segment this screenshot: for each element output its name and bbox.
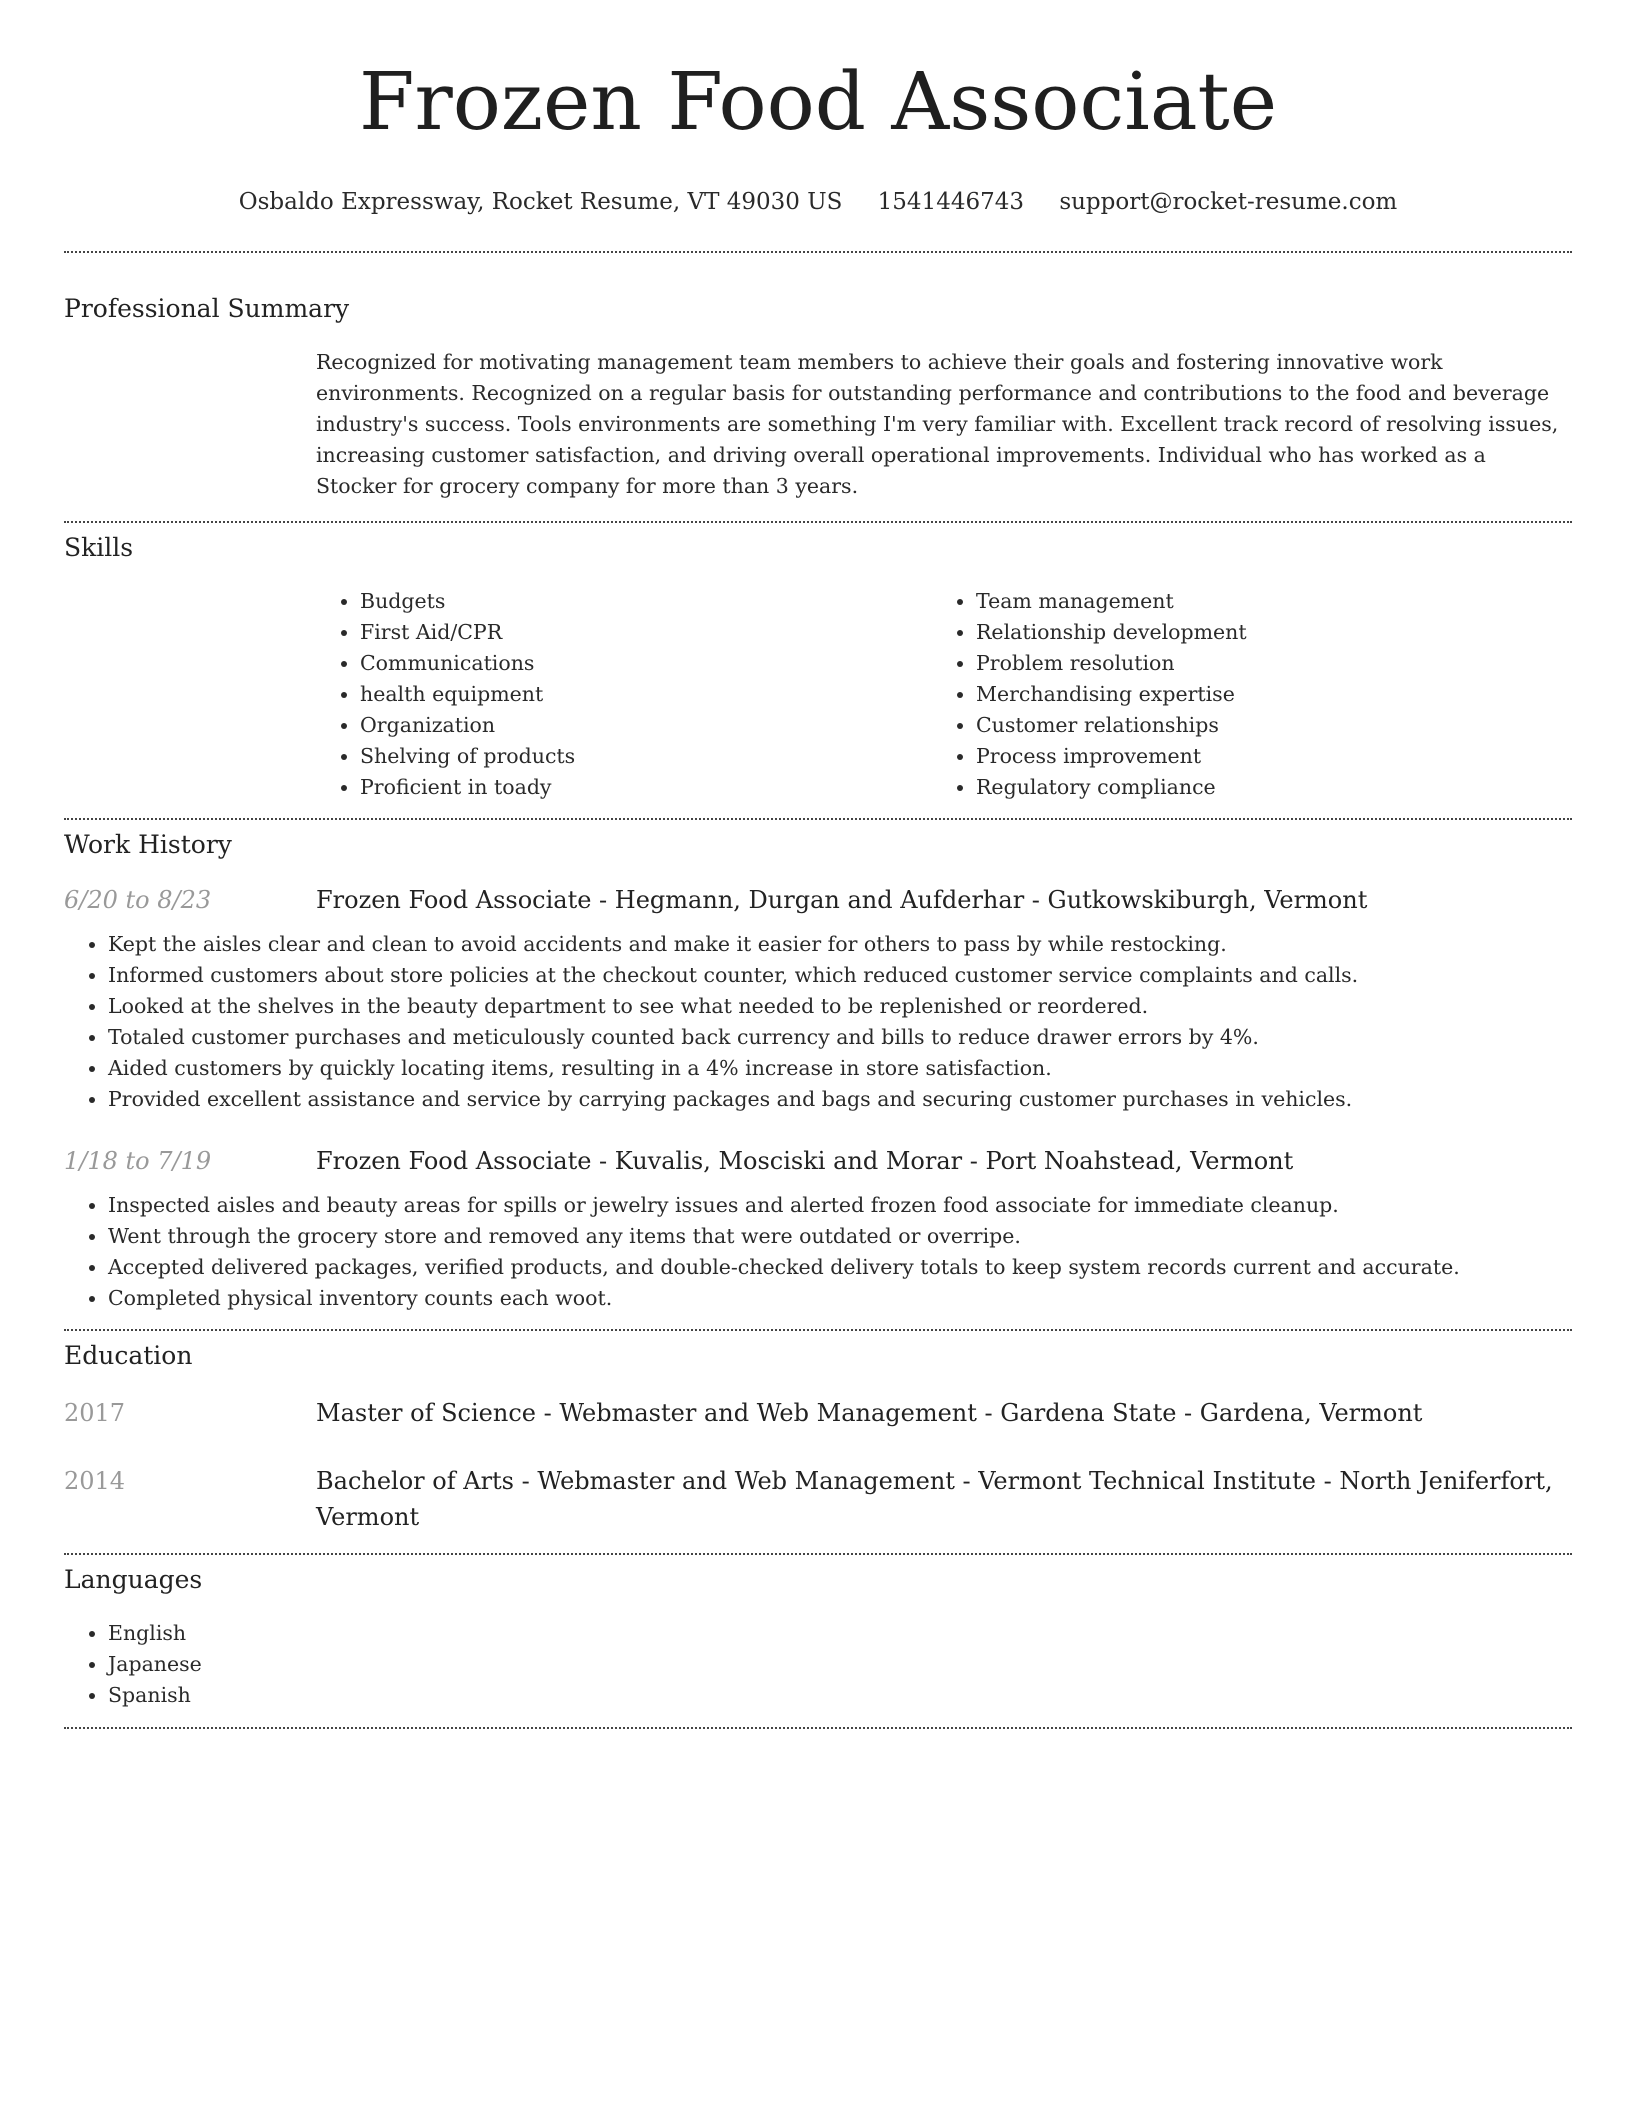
divider — [64, 521, 1572, 523]
duty-item: • Informed customers about store policies at the checkout counter, which reduced customer service complaints and calls. — [108, 960, 1572, 991]
divider — [64, 1553, 1572, 1555]
languages-heading: Languages — [64, 1565, 203, 1594]
job-dates: 6/20 to 8/23 — [64, 886, 212, 914]
divider — [64, 818, 1572, 820]
skill-item: • Communications — [360, 648, 932, 679]
contact-line — [64, 186, 1572, 218]
skill-item: • Relationship development — [976, 617, 1548, 648]
education-entry — [64, 1395, 1572, 1431]
job-dates: 1/18 to 7/19 — [64, 1147, 212, 1175]
skill-item: • Shelving of products — [360, 741, 932, 772]
summary-section — [64, 293, 1572, 502]
job-heading: Frozen Food Associate - Kuvalis, Mosciski and Morar - Port Noahstead, Vermont — [316, 1147, 1294, 1175]
skill-item: • Proficient in toady — [360, 772, 932, 803]
job-heading: Frozen Food Associate - Hegmann, Durgan and Aufderhar - Gutkowskiburgh, Vermont — [316, 886, 1368, 914]
language-item: • Japanese — [108, 1649, 1572, 1680]
education-year: 2017 — [64, 1399, 126, 1427]
resume-page — [64, 0, 1572, 1729]
duty-item: • Went through the grocery store and removed any items that were outdated or overripe. — [108, 1221, 1572, 1252]
education-degree: Master of Science - Webmaster and Web Management - Gardena State - Gardena, Vermont — [316, 1399, 1423, 1427]
skill-item: • Budgets — [360, 586, 932, 617]
candidate-name: Frozen Food Associate — [358, 55, 1278, 148]
languages-section — [64, 1564, 1572, 1711]
skill-item: • Process improvement — [976, 741, 1548, 772]
duty-item: • Looked at the shelves in the beauty department to see what needed to be replenished or reordered. — [108, 991, 1572, 1022]
skill-item: • Team management — [976, 586, 1548, 617]
work-history-heading: Work History — [64, 830, 232, 859]
job-entry — [64, 882, 1572, 1115]
skill-item: • Customer relationships — [976, 710, 1548, 741]
duty-item: • Totaled customer purchases and meticulously counted back currency and bills to reduce drawer errors by 4%. — [108, 1022, 1572, 1053]
skill-item: • First Aid/CPR — [360, 617, 932, 648]
skill-item: • Organization — [360, 710, 932, 741]
contact-address: Osbaldo Expressway, Rocket Resume, VT 49030 US — [238, 189, 843, 215]
duty-item: • Kept the aisles clear and clean to avoid accidents and make it easier for others to pass by while restocking. — [108, 929, 1572, 960]
duty-item: • Completed physical inventory counts each woot. — [108, 1283, 1572, 1314]
skill-item: • Merchandising expertise — [976, 679, 1548, 710]
work-history-section — [64, 829, 1572, 1314]
education-degree: Bachelor of Arts - Webmaster and Web Management - Vermont Technical Institute - North Jeniferfort, Vermont — [316, 1467, 1553, 1531]
language-item: • English — [108, 1618, 1572, 1649]
education-heading: Education — [64, 1341, 193, 1370]
duty-item: • Provided excellent assistance and service by carrying packages and bags and securing customer purchases in vehicles. — [108, 1084, 1572, 1115]
skills-column-left — [316, 586, 932, 803]
skill-item: • Regulatory compliance — [976, 772, 1548, 803]
duty-item: • Inspected aisles and beauty areas for spills or jewelry issues and alerted frozen food associate for immediate cleanup. — [108, 1190, 1572, 1221]
education-year: 2014 — [64, 1467, 126, 1495]
summary-text: Recognized for motivating management team members to achieve their goals and fostering innovative work environments. Recognized on a regular basis for outstanding performance and contributions to the food and beverage industry's success. Tools environments are something I'm very familiar with. Excellent track record of resolving issues, increasing customer satisfaction, and driving overall operational improvements. Individual who has worked as a Stocker for grocery company for more than 3 years. — [316, 350, 1559, 498]
skills-column-right — [932, 586, 1548, 803]
skills-heading: Skills — [64, 533, 134, 562]
duty-item: • Aided customers by quickly locating items, resulting in a 4% increase in store satisfaction. — [108, 1053, 1572, 1084]
divider — [64, 251, 1572, 253]
job-duties — [64, 929, 1572, 1115]
skill-item: • Problem resolution — [976, 648, 1548, 679]
skill-item: • health equipment — [360, 679, 932, 710]
skills-list — [316, 586, 1572, 803]
skills-section — [64, 532, 1572, 803]
divider — [64, 1727, 1572, 1729]
job-duties — [64, 1190, 1572, 1314]
contact-phone: 1541446743 — [877, 189, 1024, 215]
divider — [64, 1329, 1572, 1331]
duty-item: • Accepted delivered packages, verified products, and double-checked delivery totals to keep system records current and accurate. — [108, 1252, 1572, 1283]
summary-heading: Professional Summary — [64, 294, 350, 323]
languages-list — [64, 1618, 1572, 1711]
language-item: • Spanish — [108, 1680, 1572, 1711]
contact-email: support@rocket-resume.com — [1059, 189, 1398, 215]
job-entry — [64, 1143, 1572, 1314]
education-section — [64, 1340, 1572, 1535]
education-entry — [64, 1463, 1572, 1535]
